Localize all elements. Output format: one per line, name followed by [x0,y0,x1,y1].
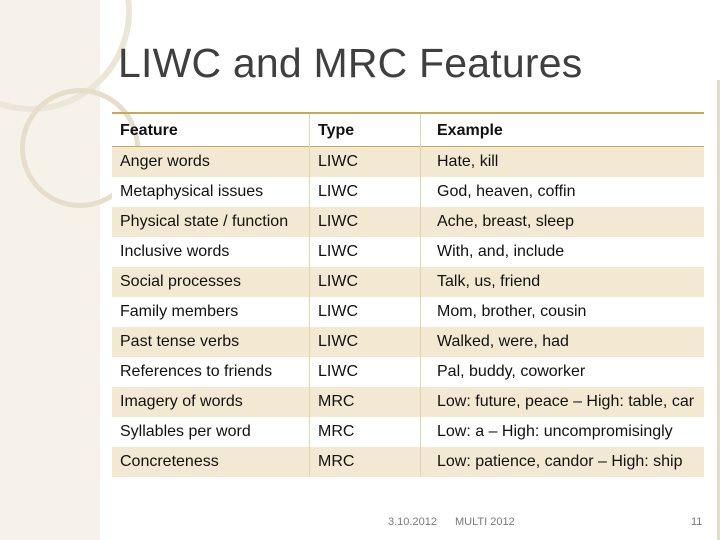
table-row [112,297,704,327]
feature-cell: Family members [120,303,239,320]
example-cell: Low: a – High: uncompromisingly [421,417,705,447]
example-cell: Hate, kill [421,147,705,178]
example-cell: Talk, us, friend [421,267,705,297]
type-cell: LIWC [310,267,421,297]
example-cell: Low: patience, candor – High: ship [421,447,705,477]
feature-cell: Inclusive words [120,243,230,260]
feature-cell: Physical state / function [120,213,289,230]
footer-text: MULTI 2012 [455,516,515,528]
feature-cell: Metaphysical issues [120,183,264,200]
example-cell: God, heaven, coffin [421,177,705,207]
example-cell: Ache, breast, sleep [421,207,705,237]
slide-title: LIWC and MRC Features [118,40,583,86]
features-table [112,112,704,477]
type-cell: MRC [310,417,421,447]
example-cell: Mom, brother, cousin [421,297,705,327]
feature-cell: Concreteness [120,453,219,470]
table-row [112,447,704,477]
type-cell: LIWC [310,297,421,327]
feature-cell: Syllables per word [120,423,251,440]
table-row [112,147,704,178]
example-cell: Pal, buddy, coworker [421,357,705,387]
table-row [112,177,704,207]
example-cell: Walked, were, had [421,327,705,357]
feature-cell: Past tense verbs [120,333,240,350]
header-type: Type [310,113,421,147]
table-row [112,417,704,447]
feature-cell: Social processes [120,273,241,290]
table-row [112,237,704,267]
header-feature: Feature [120,122,178,139]
type-cell: MRC [310,447,421,477]
type-cell: LIWC [310,207,421,237]
footer-date: 3.10.2012 [388,516,437,528]
type-cell: LIWC [310,147,421,178]
type-cell: LIWC [310,177,421,207]
table-row [112,267,704,297]
type-cell: LIWC [310,357,421,387]
type-cell: MRC [310,387,421,417]
feature-cell: Imagery of words [120,393,243,410]
example-cell: Low: future, peace – High: table, car [421,387,705,417]
example-cell: With, and, include [421,237,705,267]
table-row [112,387,704,417]
table-row [112,357,704,387]
feature-cell: Anger words [120,153,210,170]
table-row [112,207,704,237]
table-row [112,327,704,357]
header-example: Example [421,113,705,147]
type-cell: LIWC [310,237,421,267]
type-cell: LIWC [310,327,421,357]
table-header-row [112,113,704,147]
feature-cell: References to friends [120,363,273,380]
slide-number: 11 [691,516,703,528]
